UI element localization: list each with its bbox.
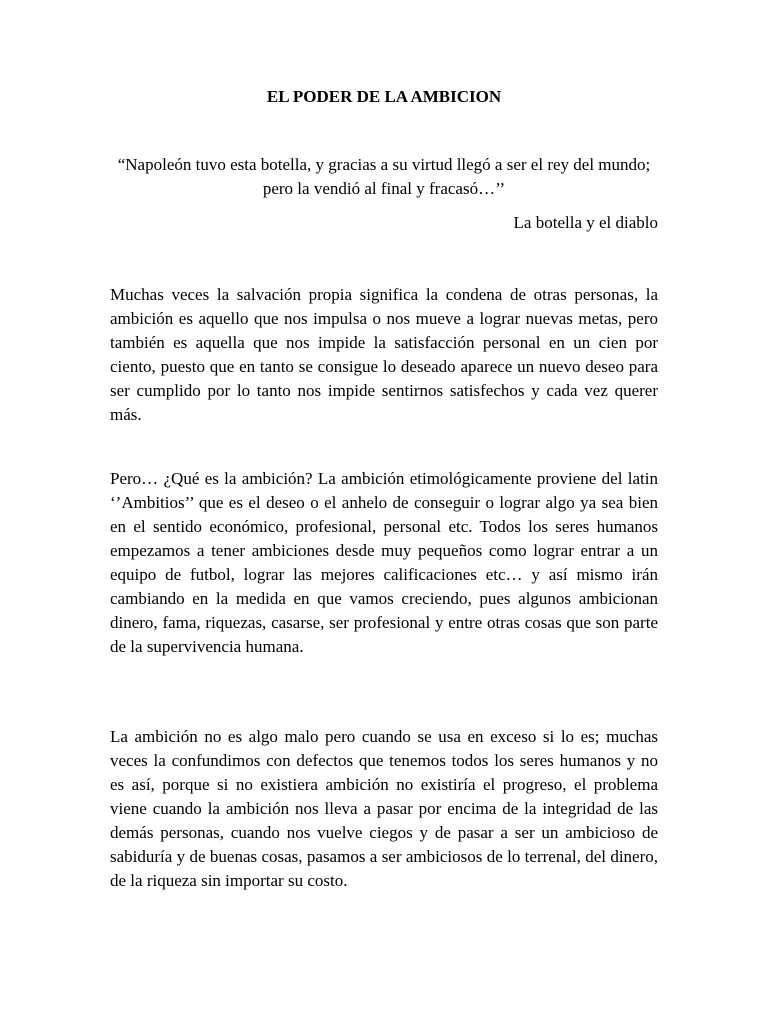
epigraph-source: La botella y el diablo	[513, 213, 658, 232]
body-paragraph: Muchas veces la salvación propia significa la condena de otras personas, la ambición es aquello que nos impulsa o nos mueve a lograr nuevas metas, pero también es aquella que nos impide la satisfacción personal en un cien por ciento, puesto que en tanto se consigue lo deseado aparece un nuevo deseo para ser cumplido por lo tanto nos impide sentirnos satisfechos y cada vez querer más.	[110, 285, 658, 424]
document-title: EL PODER DE LA AMBICION	[266, 87, 502, 106]
body-paragraph: Pero… ¿Qué es la ambición? La ambición etimológicamente proviene del latin ‘’Ambitios’’ que es el deseo o el anhelo de conseguir o lograr algo ya sea bien en el sentido económico, profesional, personal etc. Todos los seres humanos empezamos a tener ambiciones desde muy pequeños como lograr entrar a un equipo de futbol, lograr las mejores calificaciones etc… y así mismo irán cambiando en la medida en que vamos creciendo, pues algunos ambicionan dinero, fama, riquezas, casarse, ser profesional y entre otras cosas que son parte de la supervivencia humana.	[110, 469, 658, 656]
epigraph-quote: “Napoleón tuvo esta botella, y gracias a su virtud llegó a ser el rey del mundo; pero la vendió al final y fracasó…’’	[117, 155, 651, 198]
body-paragraph: La ambición no es algo malo pero cuando se usa en exceso si lo es; muchas veces la confundimos con defectos que tenemos todos los seres humanos y no es así, porque si no existiera ambición no existiría el progreso, el problema viene cuando la ambición nos lleva a pasar por encima de la integridad de las demás personas, cuando nos vuelve ciegos y de pasar a ser un ambicioso de sabiduría y de buenas cosas, pasamos a ser ambiciosos de lo terrenal, del dinero, de la riqueza sin importar su costo.	[110, 727, 658, 890]
